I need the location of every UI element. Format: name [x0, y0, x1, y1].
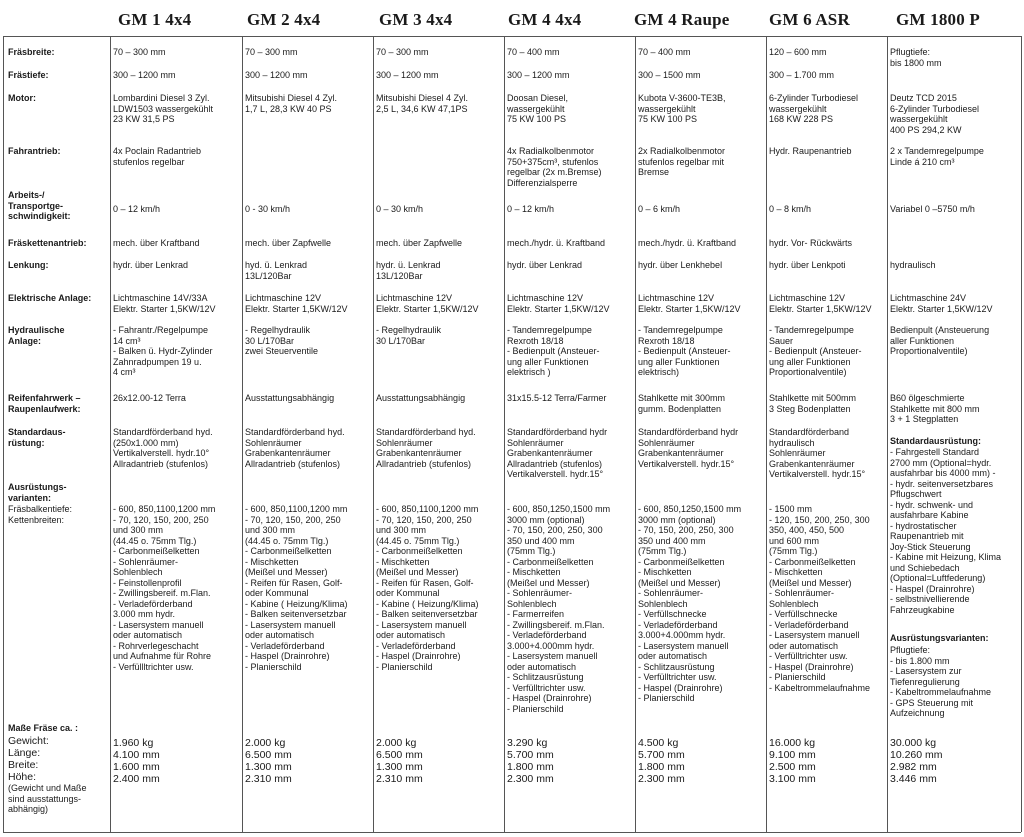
cell-fahrantrieb: 4x Radialkolbenmotor 750+375cm³, stufenlos regelbar (2x m.Bremse) Differenzialsperre [507, 146, 602, 188]
cell-hydraulik: Bedienpult (Ansteuerung aller Funktionen Proportionalventile) [890, 325, 990, 356]
row-label-hydraulik: Hydraulische Anlage: [8, 325, 65, 346]
row-label-standard: Standardaus- rüstung: [8, 427, 66, 448]
model-header: GM 4 Raupe [634, 10, 730, 29]
cell-ausruestung: - 600, 850,1250,1500 mm 3000 mm (optional) - 70, 150, 200, 250, 300 350 und 400 mm (75mm Tlg.) - Carbonmeißelketten - Mischketten (Meißel und Messer) - Sohlenräumer- Sohlenblech - Verfüllschnecke - Verladeförderband 3.000+4.000mm hydr. - Lasersystem manuell oder automatisch - Schlitzausrüstung - Verfülltrichter usw. - Haspel (Drainrohre) - Planierschild [638, 504, 742, 703]
cell-reifen: Stahlkette mit 500mm 3 Steg Bodenplatten [769, 393, 857, 414]
model-header: GM 3 4x4 [379, 10, 453, 29]
row-label-reifen: Reifenfahrwerk – Raupenlaufwerk: [8, 393, 81, 414]
cell-ausruestung: - 600, 850,1100,1200 mm - 70, 120, 150, 200, 250 und 300 mm (44.45 o. 75mm Tlg.) - Carbonmeißelketten - Mischketten (Meißel und Messer) - Reifen für Rasen, Golf- oder Kommunal - Kabine ( Heizung/Klima) - Balken seitenversetzbar - Lasersystem manuell oder automatisch - Verladeförderband - Haspel (Drainrohre) - Planierschild [376, 504, 479, 672]
cell-standard: Standardförderband hyd. (250x1.000 mm) Vertikalverstell. hydr.10° Allradantrieb (stufenlos) [113, 427, 213, 469]
cell-motor: Doosan Diesel, wassergekühlt 75 KW 100 PS [507, 93, 569, 124]
cell-geschwindigkeit: 0 – 8 km/h [769, 204, 812, 214]
cell-elektrisch: Lichtmaschine 14V/33A Elektr. Starter 1,5KW/12V [113, 293, 216, 314]
cell-masse: 30.000 kg 10.260 mm 2.982 mm 3.446 mm [890, 737, 943, 785]
row-divider [3, 36, 1021, 37]
col7-standard-list: - Fahrgestell Standard 2700 mm (Optional=hydr. ausfahrbar bis 4000 mm) - - hydr. seitenversetzbares Pflugschwert - hydr. schwenk- und ausfahrbare Kabine - hydrostatischer Raupenantrieb mit Joy-Stick Steuerung - Kabine mit Heizung, Klima und Schiebedach (Optional=Luftfederung) - Haspel (Drainrohre) - selbstnivellierende Fahrzeugkabine [890, 447, 1002, 615]
cell-masse: 1.960 kg 4.100 mm 1.600 mm 2.400 mm [113, 737, 160, 785]
cell-lenkung: hydr. über Lenkrad [113, 260, 189, 270]
cell-elektrisch: Lichtmaschine 12V Elektr. Starter 1,5KW/12V [507, 293, 610, 314]
cell-lenkung: hydr. ü. Lenkrad 13L/120Bar [376, 260, 441, 281]
cell-fahrantrieb: 2x Radialkolbenmotor stufenlos regelbar mit Bremse [638, 146, 726, 177]
row-note-masse: (Gewicht und Maße sind ausstattungs- abhängig) [8, 783, 87, 814]
cell-reifen: 26x12.00-12 Terra [113, 393, 186, 403]
cell-lenkung: hydraulisch [890, 260, 936, 270]
cell-fraesbreite: Pflugtiefe: bis 1800 mm [890, 47, 942, 68]
cell-geschwindigkeit: 0 – 30 km/h [376, 204, 424, 214]
cell-ausruestung: - 600, 850,1100,1200 mm - 70, 120, 150, 200, 250 und 300 mm (44.45 o. 75mm Tlg.) - Carbonmeißelketten - Sohlenräumer- Sohlenblech - Feinstollenprofil - Zwillingsbereif. m.Flan. - Verladeförderband 3.000 mm hydr. - Lasersystem manuell oder automatisch - Rohrverlegeschacht und Aufnahme für Rohre - Verfüllltrichter usw. [113, 504, 216, 672]
cell-elektrisch: Lichtmaschine 12V Elektr. Starter 1,5KW/12V [638, 293, 741, 314]
cell-fraeskettenantrieb: hydr. Vor- Rückwärts [769, 238, 853, 248]
cell-fraestiefe: 300 – 1.700 mm [769, 70, 835, 80]
cell-standard: Standardförderband hyd. Sohlenräumer Grabenkantenräumer Allradantrieb (stufenlos) [245, 427, 345, 469]
cell-geschwindigkeit: 0 – 12 km/h [113, 204, 161, 214]
cell-masse: 16.000 kg 9.100 mm 2.500 mm 3.100 mm [769, 737, 816, 785]
column-divider [504, 36, 505, 832]
cell-reifen: Ausstattungsabhängig [245, 393, 335, 403]
col7-variants-heading: Ausrüstungsvarianten: [890, 633, 989, 643]
row-label-lenkung: Lenkung: [8, 260, 49, 270]
cell-masse: 3.290 kg 5.700 mm 1.800 mm 2.300 mm [507, 737, 554, 785]
cell-lenkung: hydr. über Lenkrad [507, 260, 583, 270]
col7-standard-heading: Standardausrüstung: [890, 436, 982, 446]
col7-variants-list: Pflugtiefe: - bis 1.800 mm - Lasersystem zur Tiefenregulierung - Kabeltrommelaufnahme - GPS Steuerung mit Aufzeichnung [890, 645, 992, 718]
cell-elektrisch: Lichtmaschine 12V Elektr. Starter 1,5KW/12V [769, 293, 872, 314]
cell-masse: 2.000 kg 6.500 mm 1.300 mm 2.310 mm [376, 737, 423, 785]
cell-fahrantrieb: Hydr. Raupenantrieb [769, 146, 852, 156]
cell-fraeskettenantrieb: mech. über Kraftband [113, 238, 200, 248]
cell-fahrantrieb: 2 x Tandemregelpumpe Linde á 210 cm³ [890, 146, 984, 167]
cell-hydraulik: - Fahrantr./Regelpumpe 14 cm³ - Balken ü. Hydr-Zylinder Zahnradpumpen 19 u. 4 cm³ [113, 325, 213, 377]
cell-hydraulik: - Regelhydraulik 30 L/170Bar zwei Steuerventile [245, 325, 319, 356]
cell-ausruestung: - 600, 850,1250,1500 mm 3000 mm (optional) - 70, 150, 200, 250, 300 350 und 400 mm (75mm Tlg.) - Carbonmeißelketten - Mischketten (Meißel und Messer) - Sohlenräumer- Sohlenblech - Farmerreifen - Zwillingsbereif. m.Flan. - Verladeförderband 3.000+4.000mm hydr. - Lasersystem manuell oder automatisch - Schlitzausrüstung - Verfülltrichter usw. - Haspel (Drainrohre) - Planierschild [507, 504, 611, 714]
row-label-fraeskettenantrieb: Fräskettenantrieb: [8, 238, 87, 248]
cell-elektrisch: Lichtmaschine 12V Elektr. Starter 1,5KW/12V [245, 293, 348, 314]
cell-ausruestung: - 600, 850,1100,1200 mm - 70, 120, 150, 200, 250 und 300 mm (44.45 o. 75mm Tlg.) - Carbonmeißelketten - Mischketten (Meißel und Messer) - Reifen für Rasen, Golf- oder Kommunal - Kabine ( Heizung/Klima) - Balken seitenversetzbar - Lasersystem manuell oder automatisch - Verladeförderband - Haspel (Drainrohre) - Planierschild [245, 504, 348, 672]
cell-hydraulik: - Tandemregelpumpe Rexroth 18/18 - Bedienpult (Ansteuer- ung aller Funktionen elektrisch) [638, 325, 731, 377]
model-header: GM 2 4x4 [247, 10, 321, 29]
cell-motor: Mitsubishi Diesel 4 Zyl. 1,7 L, 28,3 KW 40 PS [245, 93, 338, 114]
row-divider [3, 832, 1021, 833]
column-divider [242, 36, 243, 832]
cell-fraestiefe: 300 – 1200 mm [245, 70, 308, 80]
cell-masse: 4.500 kg 5.700 mm 1.800 mm 2.300 mm [638, 737, 685, 785]
cell-hydraulik: - Tandemregelpumpe Rexroth 18/18 - Bedienpult (Ansteuer- ung aller Funktionen elektrisch ) [507, 325, 600, 377]
cell-fraesbreite: 70 – 300 mm [245, 47, 298, 57]
cell-reifen: B60 ölgeschmierte Stahlkette mit 800 mm 3 + 1 Stegplatten [890, 393, 980, 424]
cell-fraeskettenantrieb: mech./hydr. ü. Kraftband [507, 238, 606, 248]
column-divider [887, 36, 888, 832]
cell-masse: 2.000 kg 6.500 mm 1.300 mm 2.310 mm [245, 737, 292, 785]
cell-hydraulik: - Tandemregelpumpe Sauer - Bedienpult (Ansteuer- ung aller Funktionen Proportionalventile) [769, 325, 862, 377]
cell-fraeskettenantrieb: mech. über Zapfwelle [245, 238, 332, 248]
cell-reifen: Ausstattungsabhängig [376, 393, 466, 403]
cell-elektrisch: Lichtmaschine 12V Elektr. Starter 1,5KW/12V [376, 293, 479, 314]
cell-motor: Deutz TCD 2015 6-Zylinder Turbodiesel wassergekühlt 400 PS 294,2 KW [890, 93, 980, 135]
column-divider [766, 36, 767, 832]
cell-lenkung: hyd. ü. Lenkrad 13L/120Bar [245, 260, 308, 281]
cell-fraesbreite: 70 – 300 mm [113, 47, 166, 57]
cell-fraestiefe: 300 – 1200 mm [113, 70, 176, 80]
cell-motor: Lombardini Diesel 3 Zyl. LDW1503 wassergekühlt 23 KW 31,5 PS [113, 93, 214, 124]
row-label-geschwindigkeit: Arbeits-/ Transportge- schwindigkeit: [8, 190, 71, 221]
model-header: GM 1 4x4 [118, 10, 192, 29]
row-label-masse: Maße Fräse ca. : [8, 723, 79, 733]
cell-fraesbreite: 70 – 400 mm [638, 47, 691, 57]
cell-standard: Standardförderband hydr Sohlenräumer Grabenkantenräumer Vertikalverstell. hydr.15° [638, 427, 739, 469]
cell-standard: Standardförderband hydr Sohlenräumer Grabenkantenräumer Allradantrieb (stufenlos) Vertikalverstell. hydr.15° [507, 427, 608, 479]
column-divider [635, 36, 636, 832]
cell-geschwindigkeit: Variabel 0 –5750 m/h [890, 204, 975, 214]
cell-ausruestung: - 1500 mm - 120, 150, 200, 250, 300 350, 400, 450, 500 und 600 mm (75mm Tlg.) - Carbonmeißelketten - Mischketten (Meißel und Messer) - Sohlenräumer- Sohlenblech - Verfüllschnecke - Verladeförderband - Lasersystem manuell oder automatisch - Verfülltrichter usw. - Haspel (Drainrohre) - Planierschild - Kabeltrommelaufnahme [769, 504, 871, 693]
cell-fraesbreite: 70 – 300 mm [376, 47, 429, 57]
cell-standard: Standardförderband hyd. Sohlenräumer Grabenkantenräumer Allradantrieb (stufenlos) [376, 427, 476, 469]
cell-reifen: 31x15.5-12 Terra/Farmer [507, 393, 607, 403]
cell-fraesbreite: 120 – 600 mm [769, 47, 827, 57]
column-divider [373, 36, 374, 832]
cell-geschwindigkeit: 0 – 12 km/h [507, 204, 555, 214]
cell-fraestiefe: 300 – 1200 mm [507, 70, 570, 80]
column-divider [1021, 36, 1022, 832]
model-header: GM 4 4x4 [508, 10, 582, 29]
row-label-fraesbreite: Fräsbreite: [8, 47, 55, 57]
row-label-elektrisch: Elektrische Anlage: [8, 293, 92, 303]
cell-fraesbreite: 70 – 400 mm [507, 47, 560, 57]
cell-hydraulik: - Regelhydraulik 30 L/170Bar [376, 325, 442, 346]
cell-fraestiefe: 300 – 1500 mm [638, 70, 701, 80]
row-label-fraestiefe: Frästiefe: [8, 70, 49, 80]
row-sublabel-masse: Gewicht: Länge: Breite: Höhe: [8, 735, 49, 783]
cell-lenkung: hydr. über Lenkhebel [638, 260, 723, 270]
row-sublabel-ausruestung: Fräsbalkentiefe: Kettenbreiten: [8, 504, 73, 525]
model-header: GM 6 ASR [769, 10, 850, 29]
cell-motor: 6-Zylinder Turbodiesel wassergekühlt 168 KW 228 PS [769, 93, 859, 124]
model-header: GM 1800 P [896, 10, 980, 29]
cell-elektrisch: Lichtmaschine 24V Elektr. Starter 1,5KW/12V [890, 293, 993, 314]
cell-motor: Mitsubishi Diesel 4 Zyl. 2,5 L, 34,6 KW 47,1PS [376, 93, 469, 114]
cell-geschwindigkeit: 0 – 6 km/h [638, 204, 681, 214]
column-divider [3, 36, 4, 832]
cell-fraeskettenantrieb: mech. über Zapfwelle [376, 238, 463, 248]
row-label-motor: Motor: [8, 93, 36, 103]
cell-motor: Kubota V-3600-TE3B, wassergekühlt 75 KW 100 PS [638, 93, 726, 124]
cell-fahrantrieb: 4x Poclain Radantrieb stufenlos regelbar [113, 146, 202, 167]
cell-standard: Standardförderband hydraulisch Sohlenräumer Grabenkantenräumer Vertikalverstell. hydr.15° [769, 427, 866, 479]
cell-reifen: Stahlkette mit 300mm gumm. Bodenplatten [638, 393, 726, 414]
row-label-ausruestung: Ausrüstungs- varianten: [8, 482, 67, 503]
column-divider [110, 36, 111, 832]
cell-fraeskettenantrieb: mech./hydr. ü. Kraftband [638, 238, 737, 248]
row-label-fahrantrieb: Fahrantrieb: [8, 146, 61, 156]
cell-lenkung: hydr. über Lenkpoti [769, 260, 846, 270]
cell-fraestiefe: 300 – 1200 mm [376, 70, 439, 80]
cell-geschwindigkeit: 0 - 30 km/h [245, 204, 291, 214]
